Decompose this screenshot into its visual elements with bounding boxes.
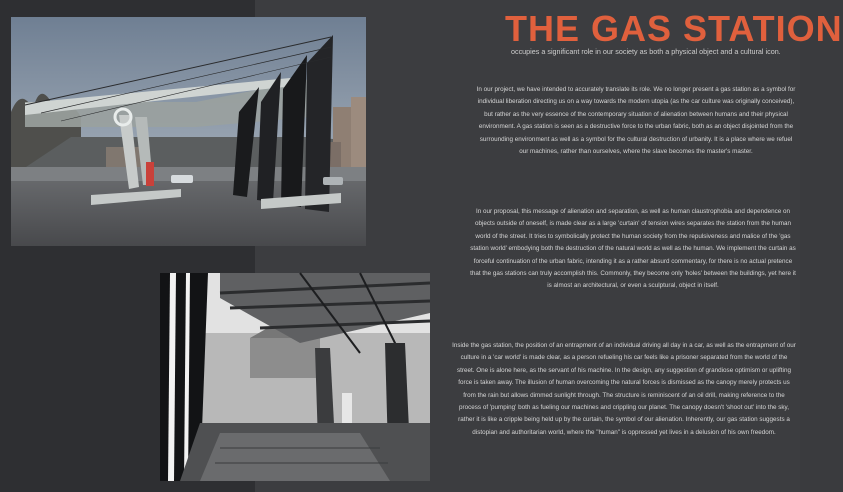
page-title: THE GAS STATION — [505, 8, 843, 49]
exterior-render-image — [11, 17, 366, 246]
page-subtitle: occupies a significant role in our society as both a physical object and a cultural icon. — [511, 47, 781, 56]
paragraph-intro: In our project, we have intended to accurately translate its role. We no longer present a gas station as a symbol for individual liberation directing us on a way towards the modern utopia (as the car culture was originally conceived), but rather as the very essence of the contemporary situation of alienation between humans and their physical environment. A gas station is seen as a destructive force to the urban fabric, both as an object disjointed from the surrounding environment as well as a symbol for the cultural destruction of urbanity. It is a place where we refuel our machines, rather than ourselves, where the slave becomes the master's master. — [476, 86, 796, 156]
interior-render-image — [160, 273, 430, 481]
paragraph-curtain: In our proposal, this message of alienation and separation, as well as human claustrophobia and dependence on objects outside of oneself, is made clear as a large 'curtain' of tension wires separates the station from the human world of the street. It tries to symbolically protect the human society from the repulsiveness and malice of the 'gas station world' embodying both the destruction of the natural world as well as the human. We implement the curtain as forceful continuation of the urban fabric, intending it as a rather absurd commentary, for there is no actual pretence that the gas stations can truly accomplish this. Commonly, they become only 'holes' between the buildings, yet here it is almost an architectural, or even a sculptural, object in itself. — [470, 208, 796, 290]
paragraph-interior: Inside the gas station, the position of an entrapment of an individual driving all day in a car, as well as the entrapment of our culture in a 'car world' is made clear, as a person refueling his car feels like a prisoner separated from the world of the street. One is alone here, as the servant of his machine. In the design, any suggestion of grandiose optimism or uplifting force is taken away. The illusion of human overcoming the natural forces is dismissed as the canopy merely protects us from the rain but allows dimmed sunlight through. The structure is reminiscent of an oil drill, making reference to the process of 'pumping' both as fueling our machines and crippling our planet. The canopy doesn't 'shoot out' into the sky, rather it is like a cripple being held up by the curtain, the symbol of our alienation. Inherently, our gas station suggests a distopian and authoritarian world, where the "human" is oppressed yet lives in a delusion of his own freedom. — [452, 342, 796, 436]
